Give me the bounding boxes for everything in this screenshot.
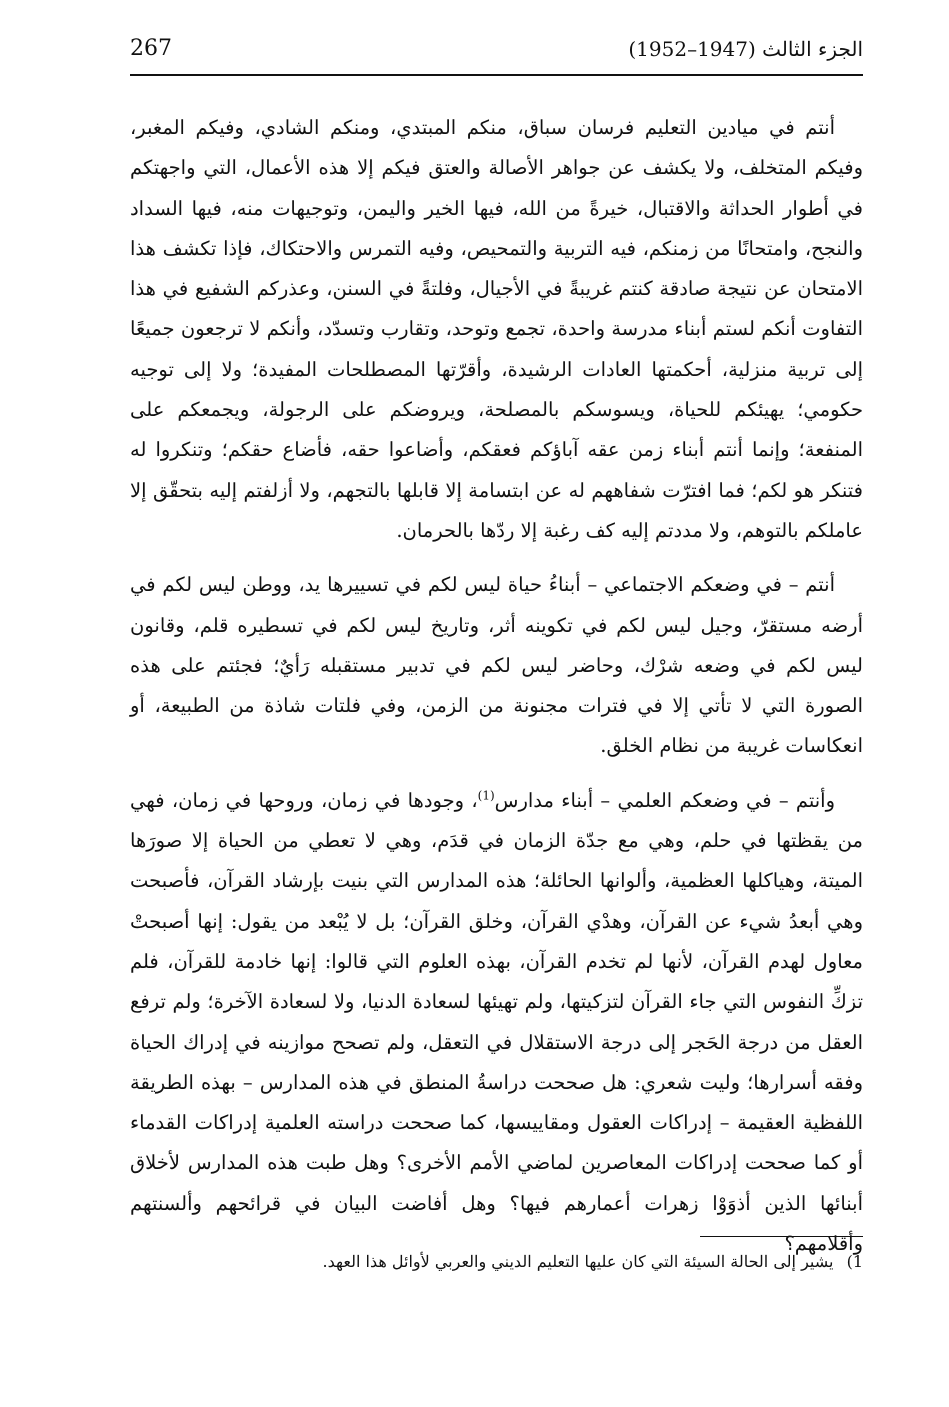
paragraph-3 [130, 781, 863, 1265]
footnote-text: يشير إلى الحالة السيئة التي كان عليها التعليم الديني والعربي لأوائل هذا العهد. [322, 1252, 834, 1271]
footnote-divider [700, 1236, 863, 1237]
footnote [130, 1248, 863, 1276]
footnote-reference: (1) [477, 788, 495, 803]
paragraph-3-text-start: وأنتم – في وضعكم العلمي – أبناء مدارس [494, 788, 835, 812]
body-text [130, 108, 863, 1278]
footnote-number: 1) [846, 1252, 863, 1271]
page-number: 267 [130, 36, 172, 61]
running-title: الجزء الثالث (1947–1952) [628, 37, 863, 61]
paragraph-3-text-end: ، وجودها في زمان، وروحها في زمان، فهي من يقظتها في حلم، وهي مع جدّة الزمان في قدَم، وهي لا تعطي من الحياة إلا صورَها الميتة، وهياكلها العظمية، وألوانها الحائلة؛ هذه المدارس التي بنيت بإرشاد القرآن، فأصبحت وهي أبعدُ شيء عن القرآن، وهدْي القرآن، وخلق القرآن؛ بل لا يُبْعد من يقول: إنها أصبحتْ معاول لهدم القرآن، لأنها لم تخدم القرآن، بهذه العلوم التي قالوا: إنها خادمة للقرآن، فلم تزكِّ النفوس التي جاء القرآن لتزكيتها، ولم تهيئها لسعادة الدنيا، ولا لسعادة الآخرة؛ ولم ترفع العقل من درجة الحَجر إلى درجة الاستقلال في التعقل، ولم تصحح موازينه في إدراك الحياة وفقه أسرارها؛ وليت شعري: هل صححت دراسةُ المنطق في هذه المدارس – بهذه الطريقة اللفظية العقيمة – إدراكات العقول ومقاييسها، كما صححت دراسته العلمية إدراكات القدماء أو كما صححت إدراكات المعاصرين لماضي الأمم الأخرى؟ وهل طبت هذه المدارس لأخلاق أبنائها الذين أذوَوْا زهرات أعمارهم فيها؟ وهل أفاضت البيان في قرائحهم وألسنتهم وأقلامهم؟ [130, 788, 863, 1256]
paragraph-1: أنتم في ميادين التعليم فرسان سباق، منكم المبتدي، ومنكم الشادي، وفيكم المغبر، وفيكم المتخلف، ولا يكشف عن جواهر الأصالة والعتق فيكم إلا هذه الأعمال، التي واجهتكم في أطوار الحداثة والاقتبال، خيرةً من الله، فيها الخير واليمن، وتوجيهات منه، فيها السداد والنجح، وامتحانًا من زمنكم، فيه التربية والتمحيص، وفيه التمرس والاحتكاك، فإذا تكشف هذا الامتحان عن نتيجة صادقة كنتم غريبةً في الأجيال، وفلتةً في السنن، وعذركم الشفيع في هذا التفاوت أنكم لستم أبناء مدرسة واحدة، تجمع وتوحد، وتقارب وتسدّد، وأنكم لا ترجعون جميعًا إلى تربية منزلية، أحكمتها العادات الرشيدة، وأقرّتها المصطلحات المفيدة؛ ولا إلى توجيه حكومي؛ يهيئكم للحياة، ويسوسكم بالمصلحة، ويروضكم على الرجولة، ويجمعكم على المنفعة؛ وإنما أنتم أبناء زمن عقه آباؤكم فعقكم، وأضاعوا حقه، فأضاع حقكم؛ وتنكروا له فتنكر هو لكم؛ فما افترّت شفاههم له عن ابتسامة إلا قابلها بالتجهم، ولا أزلفتم إليه بتحقّق إلا عاملكم بالتوهم، ولا مددتم إليه كف رغبة إلا ردّها بالحرمان. [130, 116, 863, 542]
page-header [130, 34, 863, 76]
paragraph-2: أنتم – في وضعكم الاجتماعي – أبناءُ حياة ليس لكم في تسييرها يد، ووطن ليس لكم في أرضه مستقرّ، وجيل ليس لكم في تكوينه أثر، وتاريخ ليس لكم في تسطيره قلم، وقانون ليس لكم في وضعه شرْك، وحاضر ليس لكم في تدبير مستقبله رَأيٌ؛ فجئتم على هذه الصورة التي لا تأتي إلا في فترات مجنونة من الزمن، وفي فلتات شاذة من الطبيعة، أو انعكاسات غريبة من نظام الخلق. [130, 573, 863, 758]
